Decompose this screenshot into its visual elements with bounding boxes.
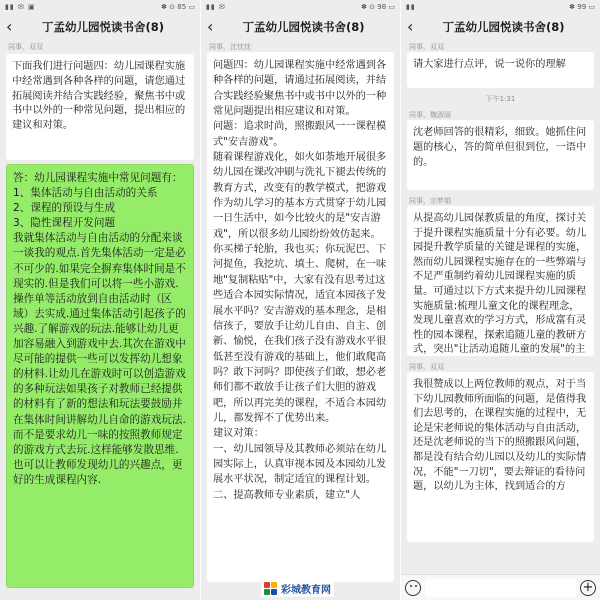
watermark-text: 彩城教育网	[281, 585, 331, 596]
logo-icon	[264, 582, 278, 596]
sender-name: 同事，双双	[409, 363, 444, 371]
own-message-bubble[interactable]: 答：幼儿园课程实施中常见问题有： 1、集体活动与自由活动的关系 2、课程的预设与生成 3、隐性课程开发问题 我就集体活动与自由活动的分配来谈一谈我的观点.首先集体活动一定是必不可少的.如果完全摒弃集体时间是不现实的.但是我们可以将一些小游戏.操作单等活动放到自由活动时（区域）去实成.通过集体活动引起孩子的兴趣.了解游戏的玩法.能够让幼儿更加容易融入到游戏中去.其次在游戏中尽可能的提供一些可以发挥幼儿想象的材料.让幼儿在游戏时可以创造游戏的多种玩法如果孩子对教师已经提供的材料有了新的想法和玩法要鼓励并在集体时间讲解幼儿自命的游戏玩法.而不是要求幼儿一味的按照教师规定的游戏方式去玩.这样能够发散思维.也可以让教师发现幼儿的兴趣点，更好的生成课程内容.	[6, 164, 194, 588]
timestamp: 下午1:31	[485, 95, 516, 103]
message-input[interactable]	[425, 579, 576, 597]
back-arrow-icon[interactable]: ‹	[6, 17, 13, 36]
chat-header	[0, 14, 200, 40]
message-bubble[interactable]: 我很赞成以上两位教师的观点，对于当下幼儿园教师所面临的问题，是值得我们去思考的，在课程实施的过程中，无论是宋老师说的集体活动与自由活动，还是沈老师说的当下的照搬跟风问题，都是没有结合幼儿园以及幼儿的实际情况，不能"一刀切"，要去辩证的看待问题，以幼儿为主体，找到适合的方	[407, 372, 594, 542]
chat-title: 丁孟幼儿园悦读书舍(8)	[442, 20, 565, 34]
emoji-icon[interactable]	[405, 580, 421, 596]
input-bar	[401, 574, 600, 600]
sender-name: 同事，双双	[409, 43, 444, 51]
back-arrow-icon[interactable]: ‹	[407, 17, 414, 36]
sender-name: 同事，沈忱忱	[209, 43, 251, 51]
status-left-icons: ▮▮ ✉ ▣	[5, 3, 36, 11]
message-bubble[interactable]: 问题四：幼儿园课程实施中经常遇到各种各样的问题，请通过拓展阅读，并结合实践经验聚焦书中或书中以外的一种常见问题提出相应建议和对策。 问题：追求时尚，照搬跟风一一课程模式"安吉游戏"。 随着课程游戏化，如火如荼地开展很多幼儿园在课改冲刷与洗礼下褪去传统的教育方式，改变有的教学模式，把游戏作为幼儿学习的基本方式贯穿于幼儿园一日生活中，如今比较火的是"安吉游戏"，所以很多幼儿园纷纷效仿起来。你买梯子轮胎，我也买；你玩泥巴、下河捉鱼，我挖坑、填土、爬树，在一味地"复制粘贴"中，大家有没有思考过这些适合本园实际情况，适宜本园孩子发展水平吗？安吉游戏的基本理念，是相信孩子，要放手让幼儿自由、自主、创新、愉悦，在我们孩子没有游戏水平很低甚至没有游戏的基础上，他们敢爬高吗？敢下河吗？即使孩子们敢，想必老师们都不敢放手让孩子们大胆的游戏吧，所以再完美的课程，不适合本园幼儿，都发挥不了优势出来。 建议对策： 一、幼儿园领导及其教师必须站在幼儿园实际上，认真审视本园及本园幼儿发展水平状况，制定适宜的课程计划。 二、提高教师专业素质，建立"人	[207, 52, 394, 582]
status-left-icons: ▮▮	[406, 3, 416, 11]
back-arrow-icon[interactable]: ‹	[207, 17, 214, 36]
chat-screen-1	[0, 0, 200, 600]
status-bar	[0, 0, 200, 14]
plus-icon[interactable]: +	[580, 580, 596, 596]
message-bubble[interactable]: 从提高幼儿园保教质量的角度，探讨关于提升课程实施质量十分有必要。幼儿园提升教学质量的关键是课程的实施，然而幼儿园课程实施存在的一些弊端与不足严重制约着幼儿园课程实施的质量。可通过以下方式来提升幼儿园课程实施质量:梳理儿童文化的课程理念，发现儿童喜欢的学习方式，形成富有灵性的园本课程，探索追随儿童的教研方式，突出"让活动追随儿童的发展"的主	[407, 206, 594, 356]
status-right-icons: ✽ 99 ▭	[569, 3, 595, 11]
message-bubble[interactable]: 请大家进行点评，说一说你的理解	[407, 52, 594, 88]
sender-name: 同事，魏淑丽	[409, 111, 451, 119]
status-bar	[201, 0, 400, 14]
message-bubble[interactable]: 沈老师回答的很精彩，细致。她抓住问题的核心，答的简单但很到位，一语中的。	[407, 120, 594, 190]
chat-screen-3	[400, 0, 600, 600]
status-bar	[401, 0, 600, 14]
chat-title: 丁孟幼儿园悦读书舍(8)	[41, 20, 164, 34]
chat-header	[201, 14, 400, 40]
watermark-logo	[261, 580, 334, 597]
status-right-icons: ✽ ⊙ 98 ▭	[361, 3, 395, 11]
sender-name: 同事，双双	[8, 43, 43, 51]
chat-screen-2	[200, 0, 400, 600]
chat-title: 丁孟幼儿园悦读书舍(8)	[242, 20, 365, 34]
status-left-icons: ▮▮ ✉	[206, 3, 226, 11]
sender-name: 同事，宗梦娟	[409, 197, 451, 205]
chat-header	[401, 14, 600, 40]
status-right-icons: ✽ ⊙ 85 ▭	[161, 3, 195, 11]
message-bubble[interactable]: 下面我们进行问题四：幼儿园课程实施中经常遇到各种各样的问题，请您通过拓展阅读并结合实践经验，聚焦书中或书中以外的一种常见问题，提出相应的建议和对策。	[6, 54, 194, 160]
